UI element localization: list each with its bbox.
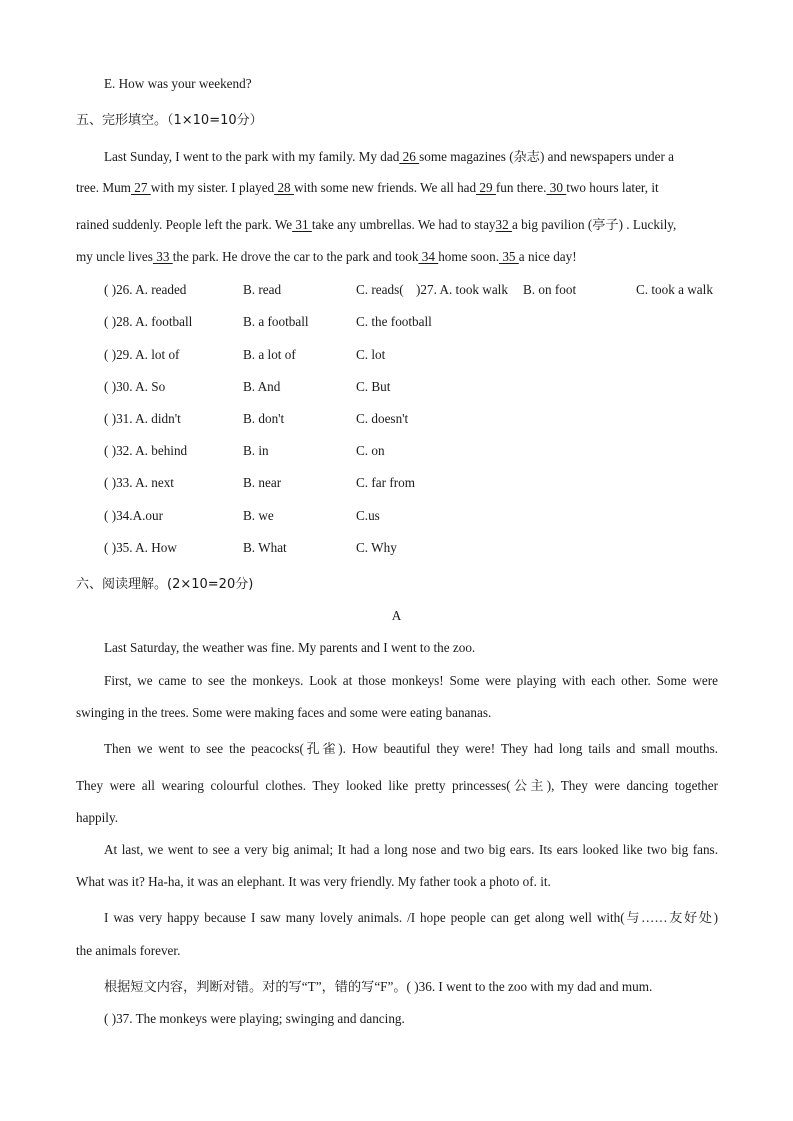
question-27: )27. A. took walk [416, 282, 508, 297]
question-29-option-c: C. lot [356, 347, 386, 362]
question-29-option-b: B. a lot of [243, 347, 296, 362]
question-34-option-b: B. we [243, 508, 274, 523]
question-34: ( )34.A.our [104, 508, 163, 523]
blank-27: 27 [130, 180, 151, 195]
question-31-option-b: B. don't [243, 411, 285, 426]
question-26-option-b: B. read [243, 282, 282, 297]
question-35-option-c: C. Why [356, 540, 397, 555]
question-30-option-c: C. But [356, 379, 391, 394]
question-27-option-c: C. took a walk [636, 282, 713, 297]
question-32-option-c: C. on [356, 443, 385, 458]
reading-paragraph-4-line-2: What was it? Ha-ha, it was an elephant. It was very friendly. My father took a photo of. it. [76, 874, 551, 889]
question-30: ( )30. A. So [104, 379, 166, 394]
question-33: ( )33. A. next [104, 475, 174, 490]
cloze-line-2: tree. Mum 27 with my sister. I played 28 with some new friends. We all had 29 fun there. 30 two hours later, it [76, 180, 659, 195]
question-37: ( )37. The monkeys were playing; swinging and dancing. [104, 1011, 405, 1026]
blank-28: 28 [274, 180, 294, 195]
blank-35: 35 [499, 249, 519, 264]
reading-paragraph-2-line-1: First, we came to see the monkeys. Look at those monkeys! Some were playing with each other. Some were [104, 673, 718, 688]
reading-paragraph-3-line-3: happily. [76, 810, 118, 825]
question-28: ( )28. A. football [104, 314, 193, 329]
blank-33: 33 [152, 249, 173, 264]
question-28-option-c: C. the football [356, 314, 432, 329]
passage-label: A [391, 608, 402, 623]
blank-26: 26 [399, 149, 420, 164]
blank-34: 34 [418, 249, 439, 264]
reading-paragraph-4-line-1: At last, we went to see a very big animal; It had a long nose and two big ears. Its ears looked like two big fans. [104, 842, 718, 857]
blank-32: 32 [495, 217, 513, 232]
section-6-title: 六、阅读理解。(2×10=20分) [76, 577, 254, 592]
question-33-option-c: C. far from [356, 475, 415, 490]
question-31-option-c: C. doesn't [356, 411, 409, 426]
reading-paragraph-1: Last Saturday, the weather was fine. My parents and I went to the zoo. [104, 640, 476, 655]
question-33-option-b: B. near [243, 475, 282, 490]
question-31: ( )31. A. didn't [104, 411, 181, 426]
blank-30: 30 [546, 180, 567, 195]
blank-29: 29 [476, 180, 496, 195]
question-29: ( )29. A. lot of [104, 347, 180, 362]
question-35-option-b: B. What [243, 540, 287, 555]
question-26-option-c: C. reads( [356, 282, 404, 297]
blank-31: 31 [292, 217, 312, 232]
question-32-option-b: B. in [243, 443, 269, 458]
question-27-option-b: B. on foot [523, 282, 577, 297]
question-26: ( )26. A. readed [104, 282, 187, 297]
cloze-line-1: Last Sunday, I went to the park with my family. My dad 26 some magazines (杂志) and newspapers under a [104, 149, 674, 164]
question-32: ( )32. A. behind [104, 443, 188, 458]
cloze-line-4: my uncle lives 33 the park. He drove the car to the park and took 34 home soon. 35 a nice day! [76, 249, 577, 264]
section-5-title: 五、完形填空。（1×10=10分） [76, 113, 263, 128]
question-35: ( )35. A. How [104, 540, 177, 555]
judgement-instruction: 根据短文内容，判断对错。对的写“T”，错的写“F”。( )36. I went to the zoo with my dad and mum. [104, 979, 653, 994]
option-e: E. How was your weekend? [104, 76, 252, 91]
cloze-line-3: rained suddenly. People left the park. We 31 take any umbrellas. We had to stay32 a big pavilion (亭子) . Luckily, [76, 217, 677, 232]
reading-paragraph-5-line-1: I was very happy because I saw many lovely animals. /I hope people can get along well with(与……友好处) [104, 910, 718, 925]
reading-paragraph-2-line-2: swinging in the trees. Some were making faces and some were eating bananas. [76, 705, 492, 720]
reading-paragraph-3-line-2: They were all wearing colourful clothes. They looked like pretty princesses(公主), They were dancing together [76, 778, 718, 793]
question-28-option-b: B. a football [243, 314, 309, 329]
reading-paragraph-5-line-2: the animals forever. [76, 943, 181, 958]
reading-paragraph-3-line-1: Then we went to see the peacocks(孔雀). How beautiful they were! They had long tails and small mouths. [104, 741, 718, 756]
question-34-option-c: C.us [356, 508, 380, 523]
question-30-option-b: B. And [243, 379, 281, 394]
